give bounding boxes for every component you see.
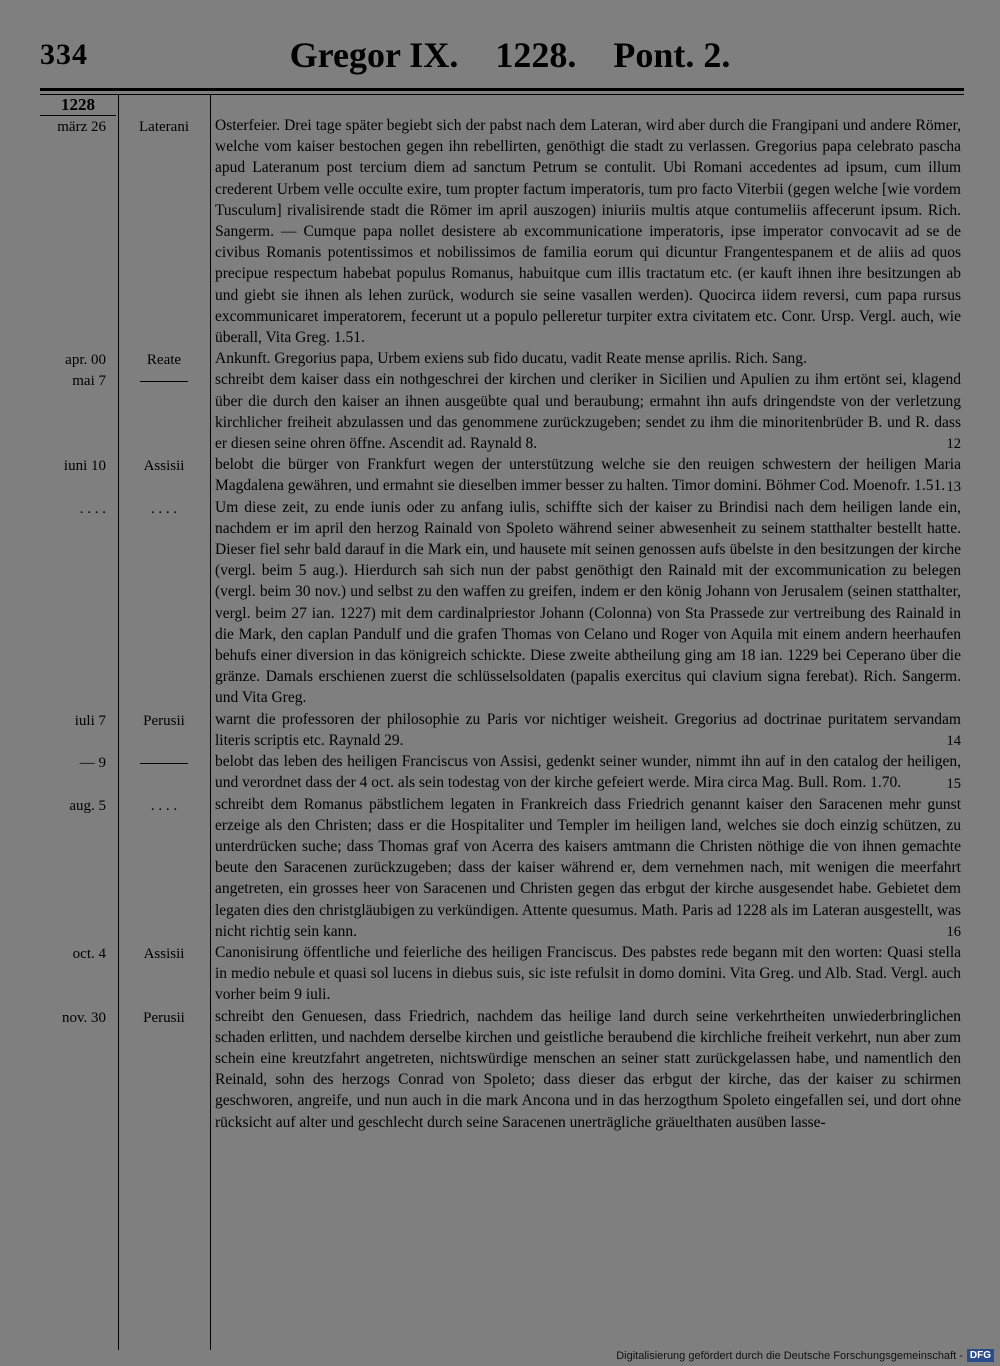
entry-text: warnt die professoren der philosophie zu Paris vor nichtiger weisheit. Gregorius ad doctrinae puritatem servandam literis scriptis etc. Raynald 29. xyxy=(215,710,961,749)
footer xyxy=(616,1349,994,1362)
entry-text-block xyxy=(215,794,961,942)
entry-text: Canonisirung öffentliche und feierliche des heiligen Franciscus. Des pabstes rede begann mit den worten: Quasi stella in medio nebule et quasi sol lucens in diebus suis, sic iste refulsit in domo domini. Vita Greg. und Alb. Stad. Vergl. auch vorher beim 9 iuli. xyxy=(215,943,961,1004)
entry-number: 14 xyxy=(946,733,961,750)
entry-text-block xyxy=(215,348,961,369)
header-rule-thick xyxy=(40,88,964,91)
entry-date: . . . . xyxy=(79,500,106,517)
entry-date: apr. 00 xyxy=(65,352,106,369)
header-pope: Gregor IX. xyxy=(289,35,459,75)
entry-text: Ankunft. Gregorius papa, Urbem exiens sub fido ducatu, vadit Reate mense aprilis. Rich. Sang. xyxy=(215,350,807,368)
page-number: 334 xyxy=(40,38,88,71)
entry-text: schreibt dem kaiser dass ein nothgeschrei der kirchen und cleriker in Sicilien und Apulien zu ihm ertönt sei, klagend über die durch den kaiser an ihnen ausgeübte qual und beraubung; ermahnt ihn aufs dringendste von der verletzung kirchlicher freiheit abzulassen und das genommene zurückzugeben; sendet zu ihm die minoritenbrüder B. und R. dass er diesen seine ohren öffne. Ascendit ad. Raynald 8. xyxy=(215,371,961,453)
entry-place: Assisii xyxy=(143,945,185,962)
entry-text-block xyxy=(215,1006,961,1133)
header-year: 1228. xyxy=(495,35,577,75)
entry-date: mai 7 xyxy=(72,373,106,390)
place-ditto-mark xyxy=(140,763,188,764)
entry-text-block xyxy=(215,751,961,793)
entry-place: Perusii xyxy=(143,712,185,729)
entry-place: Laterani xyxy=(139,119,189,135)
entry-place: Reate xyxy=(146,352,182,369)
entry xyxy=(0,115,1000,348)
entry-number: 13 xyxy=(946,478,961,495)
entry-date: iuli 7 xyxy=(74,712,106,729)
dfg-logo: DFG xyxy=(967,1349,994,1362)
entry xyxy=(0,794,1000,942)
entry-text: schreibt dem Romanus päbstlichem legaten in Frankreich dass Friedrich genannt kaiser den Saracenen mehr gunst erzeige als den Christen; dass er die Hospitaliter und Templer im heiligen land, welches sie doch einzig schützen, zu unterdrücken suche; dass Thomas graf von Acerra des kaisers amtmann die Christen nöthige die von ihnen gemachte beute den Saracenen zurückzugeben; dass der kaiser während er, dem vernehmen nach, mit wenigen die meerfahrt angetreten, ein grosses heer von Saracenen und Christen gegen das erbgut der kirche ausgesendet habe. Gebietet dem legaten dies den christgläubigen zu verkündigen. Attente quesumus. Math. Paris ad 1228 als im Lateran ausgestellt, was nicht richtig sein kann. xyxy=(215,795,961,940)
header-rule-thin xyxy=(40,94,964,95)
entry xyxy=(0,942,1000,1006)
entry xyxy=(0,1006,1000,1133)
entry-date: iuni 10 xyxy=(63,458,106,475)
entry xyxy=(0,751,1000,793)
entry xyxy=(0,497,1000,709)
entry xyxy=(0,369,1000,454)
entry-text: schreibt den Genuesen, dass Friedrich, nachdem das heilige land durch seine verkehrtheiten unwiederbringlichen schaden erlitten, und nachdem derselbe kirchen und geistliche beraubend die kirchliche freiheit verkehrt, nun aber zum schein eine kreutzfahrt angetreten, nichtswürdige menschen an seiner statt zurückgelassen habe, und namentlich den Reinald, sohn des herzogs Conrad von Spoleto; dass dieser das erbgut der kirche, das der kaiser zu schirmen geschworen, angreife, und nun auch in die mark Ancona und in das herzogthum Spoleto eingefallen sei, und dort ohne rücksicht auf alter und geschlecht durch seine Saracenen unerträgliche gräuelthaten ausüben lasse- xyxy=(215,1007,961,1131)
entry-date: märz 26 xyxy=(57,119,106,135)
entry-number: 12 xyxy=(946,436,961,453)
entry xyxy=(0,348,1000,369)
entry-text-block xyxy=(215,497,961,709)
entry-date: oct. 4 xyxy=(72,945,106,962)
running-header xyxy=(240,34,780,76)
footer-credit: Digitalisierung gefördert durch die Deutsche Forschungsgemeinschaft - xyxy=(616,1349,963,1362)
entry-place: . . . . xyxy=(150,500,178,517)
entry-date: — 9 xyxy=(79,755,106,772)
entry-place: . . . . xyxy=(150,797,178,814)
entry-text: Osterfeier. Drei tage später begiebt sich der pabst nach dem Lateran, wird aber durch die Frangipani und andere Römer, welche vom kaiser bestochen gegen ihn rebellirten, genöthigt die stadt zu verlassen. Gregorius papa celebrato pascha apud Lateranum post tercium diem ad sanctum Petrum se contulit. Ubi Romani accedentes ad ipsum, cum illum crederent Urbem velle occulte exire, tum propter factum imperatoris, tum pro facto Viterbii (gegen welche [wie vordem Tusculum] rivalisirende stadt die Römer im april auszogen) iniuriis multis atque contumeliis affecerunt ipsum. Rich. Sangerm. — Cumque papa nollet desistere ab excommunicatione imperatoris, ipse imperator convocavit ad se de civibus Romanis potentissimos et nobilissimos de familia eorum qui dicuntur Frangentespanem et de aliis ad quos precipue respectum habebat populus Romanus, habuitque cum illis tractatum etc. (er kauft ihnen ihre besitzungen ab und giebt sie ihnen als lehen zurück, wodurch sie seine vasallen werden). Quocirca iidem reversi, cum papa rursus excommunicaret imperatorem, fecerunt ut a populo pelleretur turpiter extra civitatem etc. Conr. Ursp. Vergl. auch, wie überall, Vita Greg. 1.51. xyxy=(215,117,961,347)
regesta-entries xyxy=(0,115,1000,1133)
entry-date: nov. 30 xyxy=(61,1009,106,1026)
entry xyxy=(0,709,1000,751)
year-label: 1228 xyxy=(40,95,116,116)
entry xyxy=(0,454,1000,496)
entry-text-block xyxy=(215,115,961,348)
entry-text: Um diese zeit, zu ende iunis oder zu anfang iulis, schiffte sich der kaiser zu Brindisi nach dem heiligen lande ein, nachdem er im april den herzog Rainald von Spoleto während seiner abwesenheit zu seinem statthalter bestellt hatte. Dieser fiel sehr bald darauf in die Mark ein, und hausete mit seinen genossen aufs übelste in den besitzungen der kirche (vergl. beim 5 aug.). Hierdurch sah sich nun der pabst genöthigt den Rainald mit der excommunication zu belegen (vergl. beim 30 nov.) und selbst zu den waffen zu greifen, indem er den könig Johann von Jerusalem (seinen statthalter, vergl. beim 27 ian. 1227) mit dem cardinalpriestor Johann (Colonna) von Sta Prassede zur vertreibung des Rainald in die Mark, den caplan Pandulf und die grafen Thomas von Celano und Roger von Aquila mit einem andern heerhaufen behufs einer diversion in das königreich schickte. Diese zweite abtheilung ging am 18 ian. 1229 bei Ceperano über die gränze. Damals erschienen zuerst die schlüsselsoldaten (papalis exercitus qui clavium signa ferebat). Rich. Sangerm. und Vita Greg. xyxy=(215,498,961,707)
place-ditto-mark xyxy=(140,381,188,382)
entry-text-block xyxy=(215,942,961,1006)
entry-text-block xyxy=(215,709,961,751)
entry-number: 16 xyxy=(946,923,961,940)
entry-text-block xyxy=(215,454,961,496)
entry-text-block xyxy=(215,369,961,454)
entry-text: belobt das leben des heiligen Franciscus von Assisi, gedenkt seiner wunder, nimmt ihn auf in den catalog der heiligen, und verordnet dass der 4 oct. als sein todestag von der kirche gefeiert werde. Mira circa Mag. Bull. Rom. 1.70. xyxy=(215,753,961,792)
entry-place: Perusii xyxy=(143,1009,185,1026)
entry-place: Assisii xyxy=(143,458,185,475)
entry-date: aug. 5 xyxy=(69,797,106,814)
entry-text: belobt die bürger von Frankfurt wegen der unterstützung welche sie den reuigen schwestern der heiligen Maria Magdalena gewähren, und ermahnt sie dieselben immer besser zu halten. Timor domini. Böhmer Cod. Moenofr. 1.51. xyxy=(215,456,961,495)
entry-number: 15 xyxy=(946,775,961,792)
header-pontificate: Pont. 2. xyxy=(613,35,731,75)
